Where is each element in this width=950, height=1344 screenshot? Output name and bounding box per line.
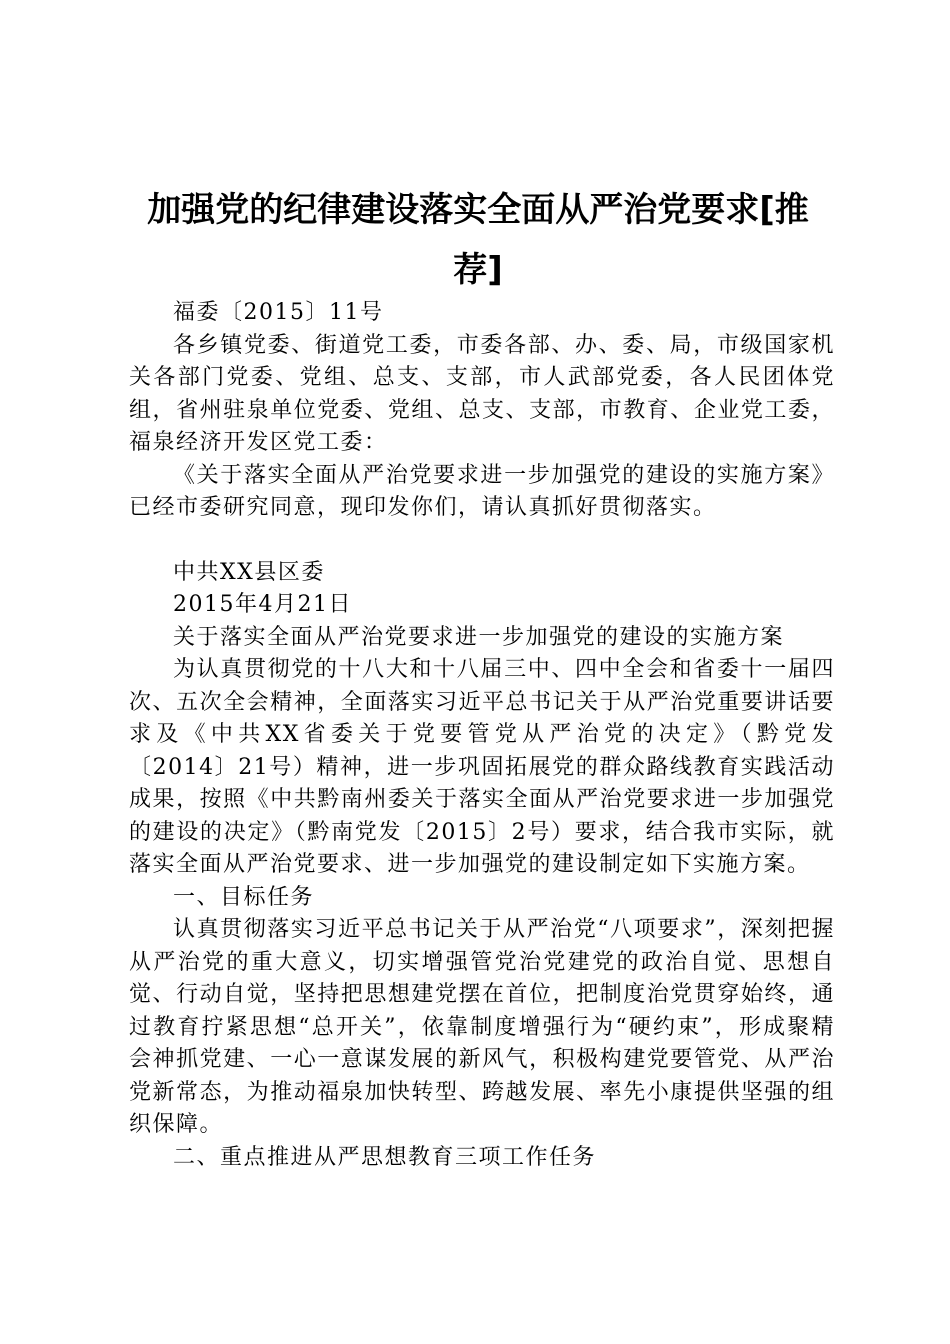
document-title: 加强党的纪律建设落实全面从严治党要求[推荐] (147, 190, 809, 290)
section1-paragraph: 认真贯彻落实习近平总书记关于从严治党“八项要求”，深刻把握从严治党的重大意义，切实增强管党治党建党的政治自觉、思想自觉、行动自觉，坚持把思想建党摆在首位，把制度治党贯穿始终，通过教育拧紧思想“总开关”，依靠制度增强行为“硬约束”，形成聚精会神抓党建、一心一意谋发展的新风气，积极构建党要管党、从严治党新常态，为推动福泉加快转型、跨越发展、率先小康提供坚强的组织保障。 (129, 917, 835, 1137)
intro-paragraph: 为认真贯彻党的十八大和十八届三中、四中全会和省委十一届四次、五次全会精神，全面落实习近平总书记关于从严治党重要讲话要求及《中共XX省委关于党要管党从严治党的决定》（黔党发〔2014〕21号）精神，进一步巩固拓展党的群众路线教育实践活动成果，按照《中共黔南州委关于落实全面从严治党要求进一步加强党的建设的决定》（黔南党发〔2015〕2号）要求，结合我市实际，就落实全面从严治党要求、进一步加强党的建设制定如下实施方案。 (129, 657, 835, 877)
issue-date: 2015年4月21日 (173, 592, 352, 617)
recipients-paragraph: 各乡镇党委、街道党工委，市委各部、办、委、局，市级国家机关各部门党委、党组、总支、支部，市人武部党委，各人民团体党组，省州驻泉单位党委、党组、总支、支部，市教育、企业党工委，福泉经济开发区党工委： (129, 332, 835, 455)
plan-title: 关于落实全面从严治党要求进一步加强党的建设的实施方案 (173, 624, 785, 650)
notice-paragraph: 《关于落实全面从严治党要求进一步加强党的建设的实施方案》已经市委研究同意，现印发你们，请认真抓好贯彻落实。 (129, 462, 835, 520)
section2-heading: 二、重点推进从严思想教育三项工作任务 (173, 1144, 597, 1170)
issuer-line: 中共XX县区委 (173, 559, 325, 585)
section1-heading: 一、目标任务 (173, 884, 315, 910)
document-number: 福委〔2015〕11号 (173, 300, 384, 325)
document-body (129, 297, 835, 1174)
